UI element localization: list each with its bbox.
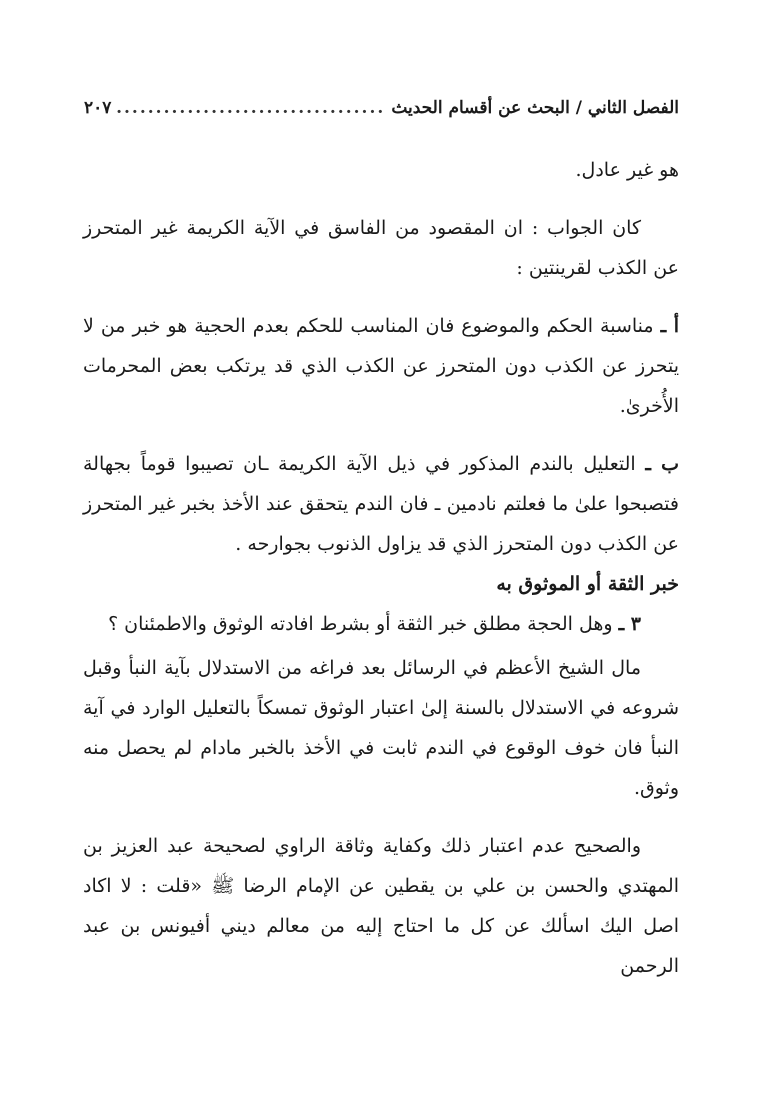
running-header	[84, 92, 679, 124]
item-a-text: مناسبة الحكم والموضوع فان المناسب للحكم بعدم الحجية هو خبر من لا يتحرز عن الكذب دون المتحرز عن الكذب الذي قد يرتكب بعض المحرمات الأُخرىٰ.	[83, 315, 679, 417]
paragraph-sheikh: مال الشيخ الأعظم في الرسائل بعد فراغه من الاستدلال بآية النبأ وقبل شروعه في الاستدلال بالسنة إلىٰ اعتبار الوثوق تمسكاً بالتعليل الوارد في آية النبأ فان خوف الوقوع في الندم ثابت في الأخذ بالخبر مادام لم يحصل منه وثوق.	[83, 657, 679, 799]
question-number: ٣ ـ	[618, 613, 641, 635]
paragraph-continuation: هو غير عادل.	[575, 159, 679, 181]
body-text	[83, 150, 679, 986]
item-b-text: التعليل بالندم المذكور في ذيل الآية الكريمة ـان تصيبوا قوماً بجهالة فتصبحوا علىٰ ما فعلتم نادمين ـ فان الندم يتحقق عند الأخذ بخبر غير المتحرز عن الكذب دون المتحرز الذي قد يزاول الذنوب بجوارحه .	[83, 453, 679, 555]
section-heading: خبر الثقة أو الموثوق به	[496, 573, 679, 595]
paragraph-answer: كان الجواب : ان المقصود من الفاسق في الآية الكريمة غير المتحرز عن الكذب لقرينتين :	[83, 217, 679, 279]
item-a-label: أ ـ	[660, 315, 679, 337]
item-b-label: ب ـ	[645, 453, 679, 475]
question-text: وهل الحجة مطلق خبر الثقة أو بشرط افادته الوثوق والاطمئنان ؟	[108, 613, 613, 635]
paragraph-correct-view: والصحيح عدم اعتبار ذلك وكفاية وثاقة الراوي لصحيحة عبد العزيز بن المهتدي والحسن بن علي بن يقطين عن الإمام الرضا ﷺ «قلت : لا اكاد اصل اليك اسألك عن كل ما احتاج إليه من معالم ديني أفيونس بن عبد الرحمن	[83, 835, 679, 977]
question-line	[83, 604, 679, 644]
paragraph-item-a	[83, 306, 679, 426]
dot-leader: ..................................	[116, 98, 386, 118]
paragraph-item-b	[83, 444, 679, 564]
chapter-title: الفصل الثاني / البحث عن أقسام الحديث	[391, 98, 679, 118]
page-number: ٢٠٧	[84, 98, 112, 118]
